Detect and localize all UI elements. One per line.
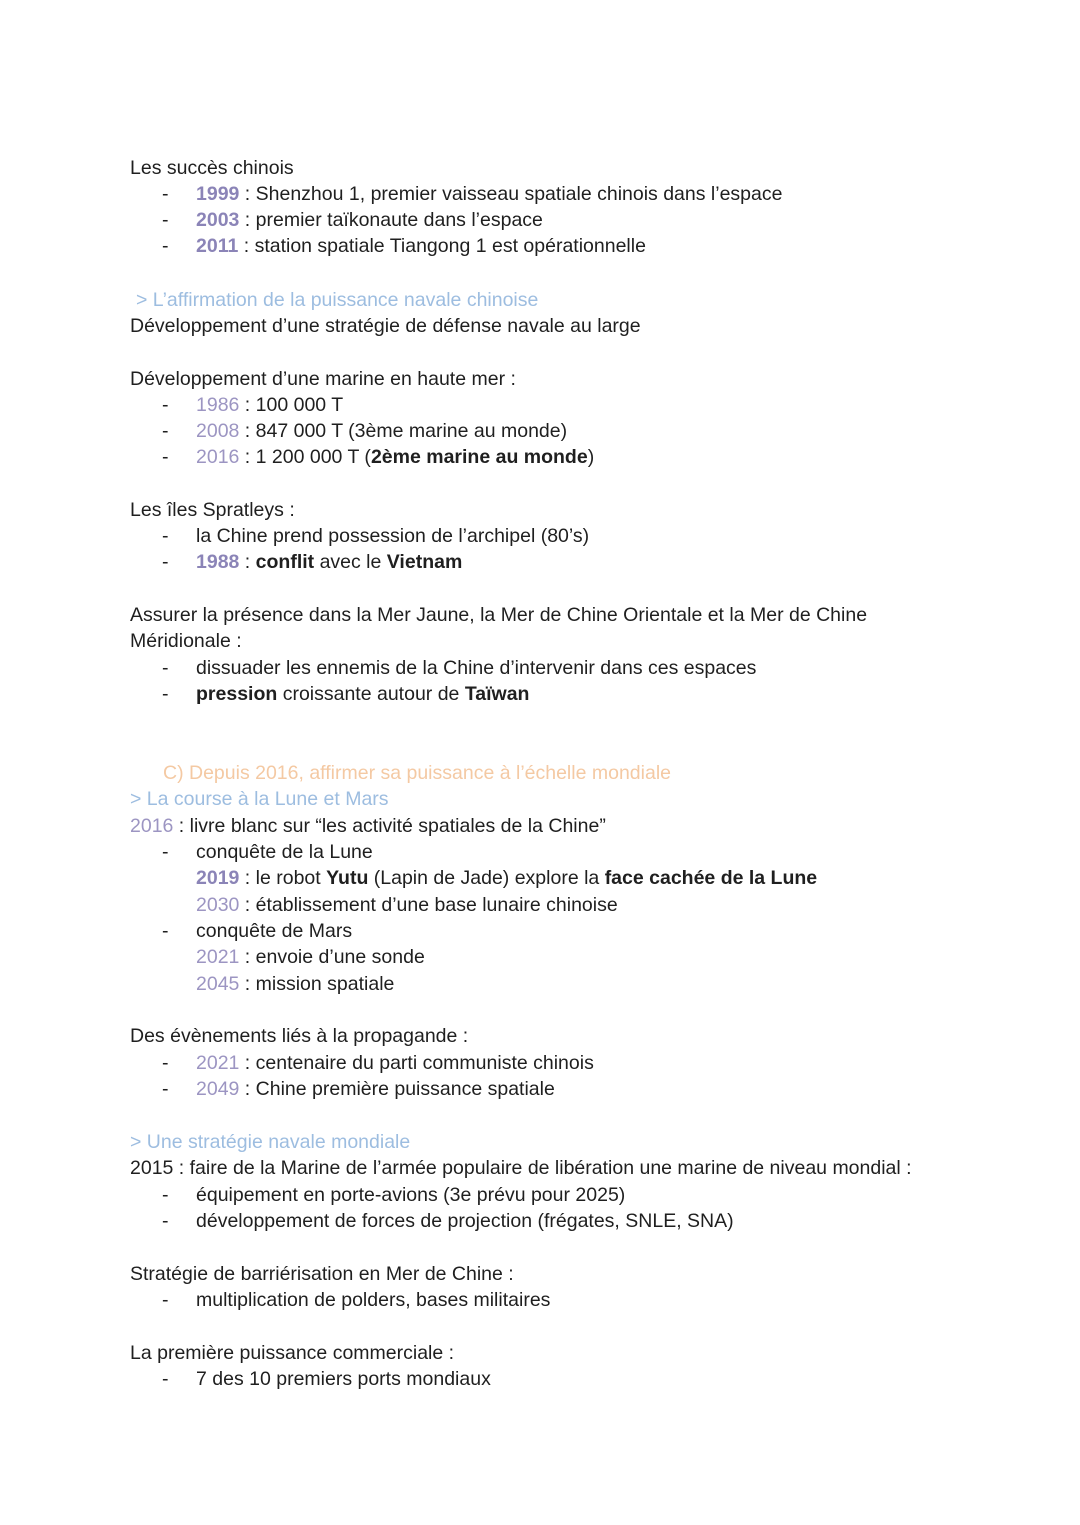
course-heading: > La course à la Lune et Mars xyxy=(130,788,389,810)
naval-heading: > L’affirmation de la puissance navale chinoise xyxy=(136,289,539,311)
mars-2021: 2021 : envoie d’une sonde xyxy=(196,946,425,968)
presence-line2: Méridionale : xyxy=(130,630,242,652)
section-c-heading: C) Depuis 2016, affirmer sa puissance à l’échelle mondiale xyxy=(163,762,671,784)
livre-blanc: 2016 : livre blanc sur “les activité spatiales de la Chine” xyxy=(130,815,606,837)
mars-2045: 2045 : mission spatiale xyxy=(196,973,395,995)
spratleys-title: Les îles Spratleys : xyxy=(130,499,295,521)
commerce-title: La première puissance commerciale : xyxy=(130,1342,455,1364)
lune-2019: 2019 : le robot Yutu (Lapin de Jade) explore la face cachée de la Lune xyxy=(196,867,818,889)
strat-2015: 2015 : faire de la Marine de l’armée populaire de libération une marine de niveau mondial : xyxy=(130,1157,912,1179)
propagande-title: Des évènements liés à la propagande : xyxy=(130,1025,469,1047)
naval-strategy: Développement d’une stratégie de défense navale au large xyxy=(130,315,641,337)
strat-heading: > Une stratégie navale mondiale xyxy=(130,1131,411,1153)
lune-2030: 2030 : établissement d’une base lunaire chinoise xyxy=(196,894,618,916)
presence-line1: Assurer la présence dans la Mer Jaune, la Mer de Chine Orientale et la Mer de Chine xyxy=(130,604,868,626)
barrier-title: Stratégie de barriérisation en Mer de Chine : xyxy=(130,1263,514,1285)
document-page: Les succès chinois - 1999 : Shenzhou 1, premier vaisseau spatiale chinois dans l’espace - 2003 : premier taïkonaute dans l’espace - 2011 : station spatiale Tiangong 1 est opérationnelle > L’affirmation de la puissance navale chinoise Développement d’une stratégie de défense navale au large Développement d’une marine en haute mer : - 1986 : 100 000 T - 2008 : 847 000 T (3ème marine au monde) - 2016 : 1 200 000 T (2ème marine au monde) Les îles Spratleys : - la Chine prend possession de l’archipel (80’s) - 1988 : conflit avec le Vietnam Assurer la présence dans la Mer Jaune, la Mer de Chine Orientale et la Mer de Chine Méridionale : - dissuader les ennemis de la Chine d’intervenir dans ces espaces - pression croissante autour de Taïwan C) Depuis 2016, affirmer sa puissance à l’échelle mondiale > La course à la Lune et Mars 2016 : livre blanc sur “les activité spatiales de la Chine” - conquête de la Lune 2019 : le robot Yutu (Lapin de Jade) explore la face cachée de la Lune 2030 : établissement d’une base lunaire chinoise - conquête de Mars 2021 : envoie d’une sonde 2045 : mission spatiale Des évènements liés à la propagande : - 2021 : centenaire du parti communiste chinois - 2049 : Chine première puissance spatiale > Une stratégie navale mondiale 2015 : faire de la Marine de l’armée populaire de libération une marine de niveau mondial : - équipement en porte-avions (3e prévu pour 2025) - développement de forces de projection (frégates, SNLE, SNA) Stratégie de barriérisation en Mer de Chine : - multiplication de polders, bases militaires La première puissance commerciale : - 7 des 10 premiers ports mondiaux xyxy=(130,157,912,1390)
marine-title: Développement d’une marine en haute mer : xyxy=(130,368,516,390)
succes-title: Les succès chinois xyxy=(130,157,294,179)
